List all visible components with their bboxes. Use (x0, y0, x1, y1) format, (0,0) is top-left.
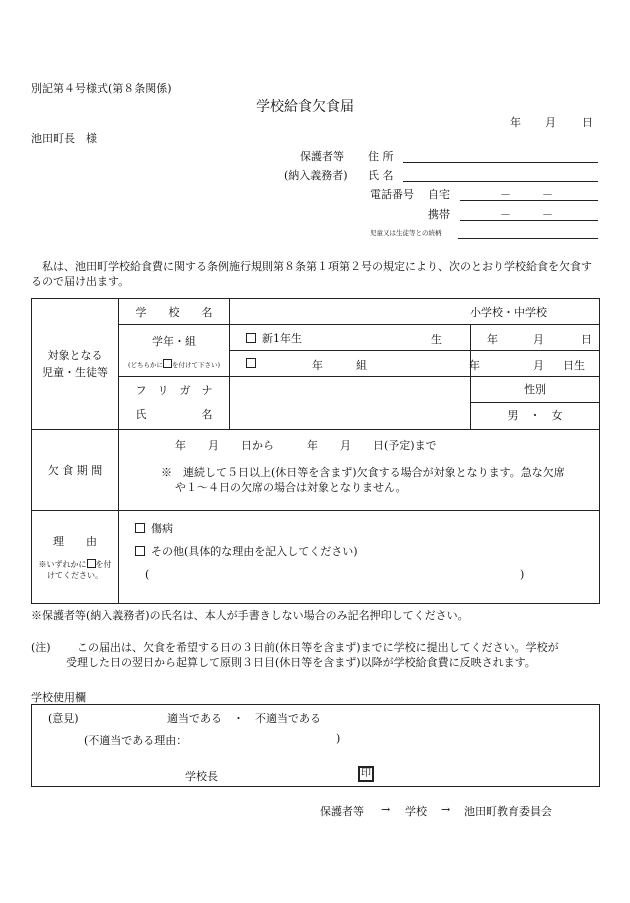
form-title: 学校給食欠食届 (256, 99, 354, 115)
grade-class-label-cell (119, 325, 230, 377)
checkbox-mark-icon (163, 359, 172, 368)
target-student-text: 対象となる 児童・生徒等 (42, 349, 108, 379)
reason-other-checkbox[interactable] (135, 546, 145, 556)
grade-class-unit-label: 組 (356, 359, 367, 372)
reason-note-text-3: けてください。 (47, 571, 103, 580)
reason-paren-close: ) (520, 568, 525, 581)
reason-other-option[interactable] (125, 540, 593, 563)
checkbox-mark-icon (87, 559, 96, 568)
opinion-label: (意見) (48, 712, 79, 725)
reason-injury-option[interactable] (125, 517, 593, 540)
mobile-phone-dash-2: － (542, 208, 553, 221)
address-field[interactable] (403, 162, 598, 163)
birth-month-label: 月 (533, 333, 544, 346)
seal-mark: 印 (361, 768, 371, 779)
absence-note-line-2: や１～４日の欠席の場合は対象となりません。 (175, 481, 407, 494)
birth-year-label-2: 年 (469, 359, 480, 372)
intro-text: 私は、池田町学校給食費に関する条例施行規則第８条第１項第２号の規定により、次のとおり学校給食を欠食するので届け出ます。 (31, 260, 592, 288)
relation-field[interactable] (458, 238, 598, 239)
address-label: 住 所 (368, 150, 394, 163)
grade-note-text-1: (どちらかに (127, 360, 163, 369)
note-line-2: 受理した日の翌日から起算して原則３日目(休日等を含まず)以降が学校給食費に反映されます。 (66, 656, 536, 669)
form-number: 別記第４号様式(第８条関係) (31, 82, 172, 95)
note-line-1: この届出は、欠食を希望する日の３日前(休日等を含まず)までに学校に提出してください。学校が (77, 641, 559, 654)
reason-cell[interactable] (119, 511, 600, 604)
first-grade-label: 新1年生 (262, 331, 302, 345)
principal-seal[interactable] (359, 766, 373, 781)
reason-paren-open: ( (145, 568, 150, 581)
appropriateness-option[interactable]: 適当である ・ 不適当である (167, 712, 321, 725)
school-name-field[interactable]: 小学校・中学校 (230, 299, 600, 325)
grade-note-text-2: を付けて下さい) (172, 360, 221, 369)
signature-note: ※保護者等(納入義務者)の氏名は、本人が手書きしない場合のみ記名押印してください。 (31, 609, 469, 622)
reason-note-text-2: を付 (95, 560, 112, 569)
mobile-phone-field[interactable] (460, 220, 598, 221)
relation-label: 児童又は生徒等との続柄 (370, 229, 442, 237)
birth-label: 生 (431, 333, 442, 346)
guardian-name-field[interactable] (403, 181, 598, 182)
reason-injury-label: 傷病 (151, 522, 173, 535)
inappropriate-reason-label: (不適当である理由： (84, 734, 188, 747)
birth-day-suffix-label: 日生 (563, 359, 585, 372)
home-phone-dash-1: － (500, 188, 511, 201)
phone-label: 電話番号 (370, 188, 414, 201)
routing-arrow-2: → (441, 803, 451, 816)
guardian-label: 保護者等 (300, 150, 344, 163)
absence-period-cell[interactable] (119, 430, 600, 511)
reason-label: 理 由 (53, 535, 97, 548)
home-phone-label: 自宅 (428, 188, 450, 201)
furigana-name-label-cell (119, 377, 230, 430)
grade-option-cell[interactable] (230, 351, 471, 377)
reason-detail-field[interactable] (125, 563, 593, 586)
reason-label-cell (32, 511, 119, 604)
absence-period-dates[interactable]: 年 月 日から 年 月 日(予定)まで (175, 439, 437, 452)
school-name-label: 学 校 名 (119, 299, 230, 325)
grade-year-label: 年 (312, 359, 323, 372)
note-label: (注) (31, 641, 51, 654)
absence-form-table (31, 298, 600, 604)
routing-from: 保護者等 (320, 805, 364, 818)
home-phone-dash-2: － (542, 188, 553, 201)
furigana-label: フ リ ガ ナ (135, 384, 213, 397)
grade-class-label: 学年・組 (152, 334, 196, 348)
school-use-box (31, 704, 600, 787)
date-year-label: 年 (510, 116, 521, 129)
student-name-label: 氏 名 (135, 408, 213, 421)
date-month-label: 月 (545, 116, 556, 129)
target-student-label (32, 299, 119, 430)
grade-class-note (121, 359, 227, 369)
inappropriate-reason-close: ) (336, 732, 341, 745)
guardian-sublabel: (納入義務者) (284, 169, 348, 182)
birthdate-field-1[interactable] (431, 325, 600, 351)
principal-label: 学校長 (185, 770, 218, 783)
mobile-phone-label: 携帯 (428, 208, 450, 221)
first-grade-checkbox[interactable] (246, 333, 256, 343)
name-label: 氏 名 (368, 169, 394, 182)
routing-mid: 学校 (405, 805, 427, 818)
student-name-field[interactable] (230, 377, 471, 430)
reason-note-text-1: ※いずれかに (38, 560, 87, 569)
home-phone-field[interactable] (460, 200, 598, 201)
reason-note (34, 559, 116, 581)
addressee: 池田町長 様 (31, 132, 97, 145)
birth-month-label-2: 月 (533, 359, 544, 372)
absence-note-line-1: ※ 連続して５日以上(休日等を含まず)欠食する場合が対象となります。急な欠席 (161, 466, 565, 479)
reason-injury-checkbox[interactable] (135, 523, 145, 533)
gender-label: 性別 (471, 377, 599, 403)
gender-field[interactable]: 男 ・ 女 (507, 409, 563, 422)
routing-to: 池田町教育委員会 (464, 805, 552, 818)
date-day-label: 日 (582, 116, 593, 129)
mobile-phone-dash-1: － (500, 208, 511, 221)
reason-other-label: その他(具体的な理由を記入してください) (151, 545, 358, 558)
gender-cell (471, 377, 600, 430)
birth-day-label: 日 (581, 333, 592, 346)
birth-year-label: 年 (487, 333, 498, 346)
school-use-title: 学校使用欄 (31, 691, 86, 704)
birthdate-field-2[interactable] (471, 351, 600, 377)
absence-period-label: 欠 食 期 間 (32, 430, 119, 511)
routing-arrow-1: → (381, 803, 391, 816)
grade-class-checkbox[interactable] (246, 358, 256, 368)
